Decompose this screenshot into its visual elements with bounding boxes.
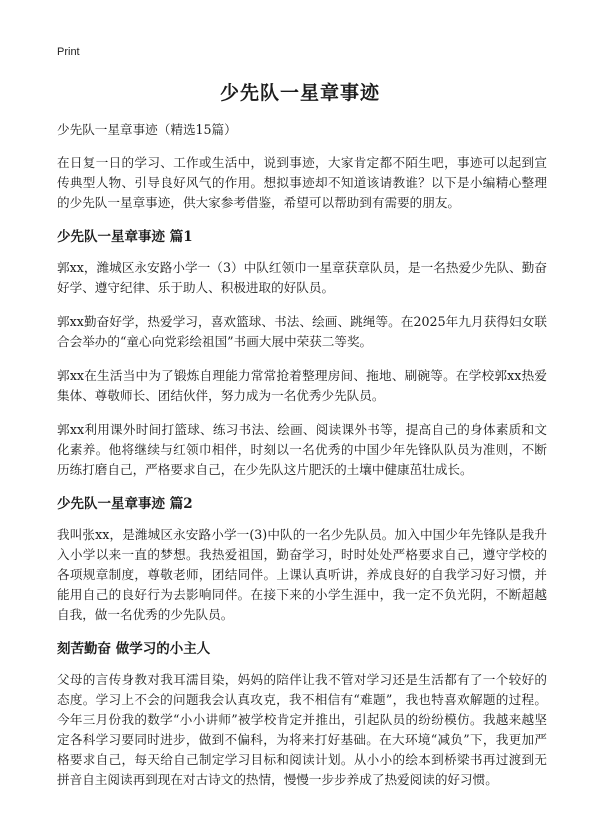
print-link[interactable]: Print <box>57 46 80 58</box>
article-body <box>57 120 547 804</box>
intro-paragraph: 在日复一日的学习、工作或生活中，说到事迹，大家肯定都不陌生吧，事迹可以起到宣传典型人物、引导良好风气的作用。想拟事迹却不知道该请教谁？以下是小编精心整理的少先队一星章事迹，供大家参考借鉴，希望可以帮助到有需要的朋友。 <box>57 155 547 210</box>
section-heading: 少先队一星章事迹 篇2 <box>57 496 193 512</box>
section-paragraph: 郭xx勤奋好学，热爱学习，喜欢篮球、书法、绘画、跳绳等。在2025年九月获得妇女联合会举办的“童心向党彩绘祖国”书画大展中荣获二等奖。 <box>57 314 547 349</box>
section-heading: 刻苦勤奋 做学习的小主人 <box>57 641 211 657</box>
section-heading: 少先队一星章事迹 篇1 <box>57 229 193 245</box>
section-paragraph: 郭xx，潍城区永安路小学一（3）中队红领巾一星章获章队员，是一名热爱少先队、勤奋好学、遵守纪律、乐于助人、积极进取的好队员。 <box>57 260 547 295</box>
section-paragraph: 父母的言传身教对我耳濡目染，妈妈的陪伴让我不管对学习还是生活都有了一个较好的态度。学习上不会的问题我会认真攻克，我不相信有“难题”，我也特喜欢解题的过程。今年三月份我的数学“小小讲师”被学校肯定并推出，引起队员的纷纷模仿。我越来越坚定各科学习要同时进步，做到不偏科，为将来打好基础。在大环境“减负”下，我更加严格要求自己，每天给自己制定学习目标和阅读计划。从小小的绘本到桥梁书再过渡到无拼音自主阅读再到现在对古诗文的热情，慢慢一步步养成了热爱阅读的好习惯。 <box>57 672 547 787</box>
section-paragraph: 我叫张xx，是潍城区永安路小学一(3)中队的一名少先队员。加入中国少年先锋队是我升入小学以来一直的梦想。我热爱祖国，勤奋学习，时时处处严格要求自己，遵守学校的各项规章制度，尊敬老师，团结同伴。上课认真听讲，养成良好的自我学习好习惯，并能用自己的良好行为去影响同伴。在接下来的小学生涯中，我一定不负光阴，不断超越自我，做一名优秀的少先队员。 <box>57 527 547 622</box>
article-subtitle: 少先队一星章事迹（精选15篇） <box>57 122 237 137</box>
section-paragraph: 郭xx在生活当中为了锻炼自理能力常常抢着整理房间、拖地、刷碗等。在学校郭xx热爱集体、尊敬师长、团结伙伴，努力成为一名优秀少先队员。 <box>57 368 547 403</box>
page-title: 少先队一星章事迹 <box>219 82 380 104</box>
section-paragraph: 郭xx利用课外时间打篮球、练习书法、绘画、阅读课外书等，提高自己的身体素质和文化素养。他将继续与红领巾相伴，时刻以一名优秀的中国少年先锋队队员为准则，不断历练打磨自己，严格要求自己，在少先队这片肥沃的土壤中健康茁壮成长。 <box>57 422 547 477</box>
